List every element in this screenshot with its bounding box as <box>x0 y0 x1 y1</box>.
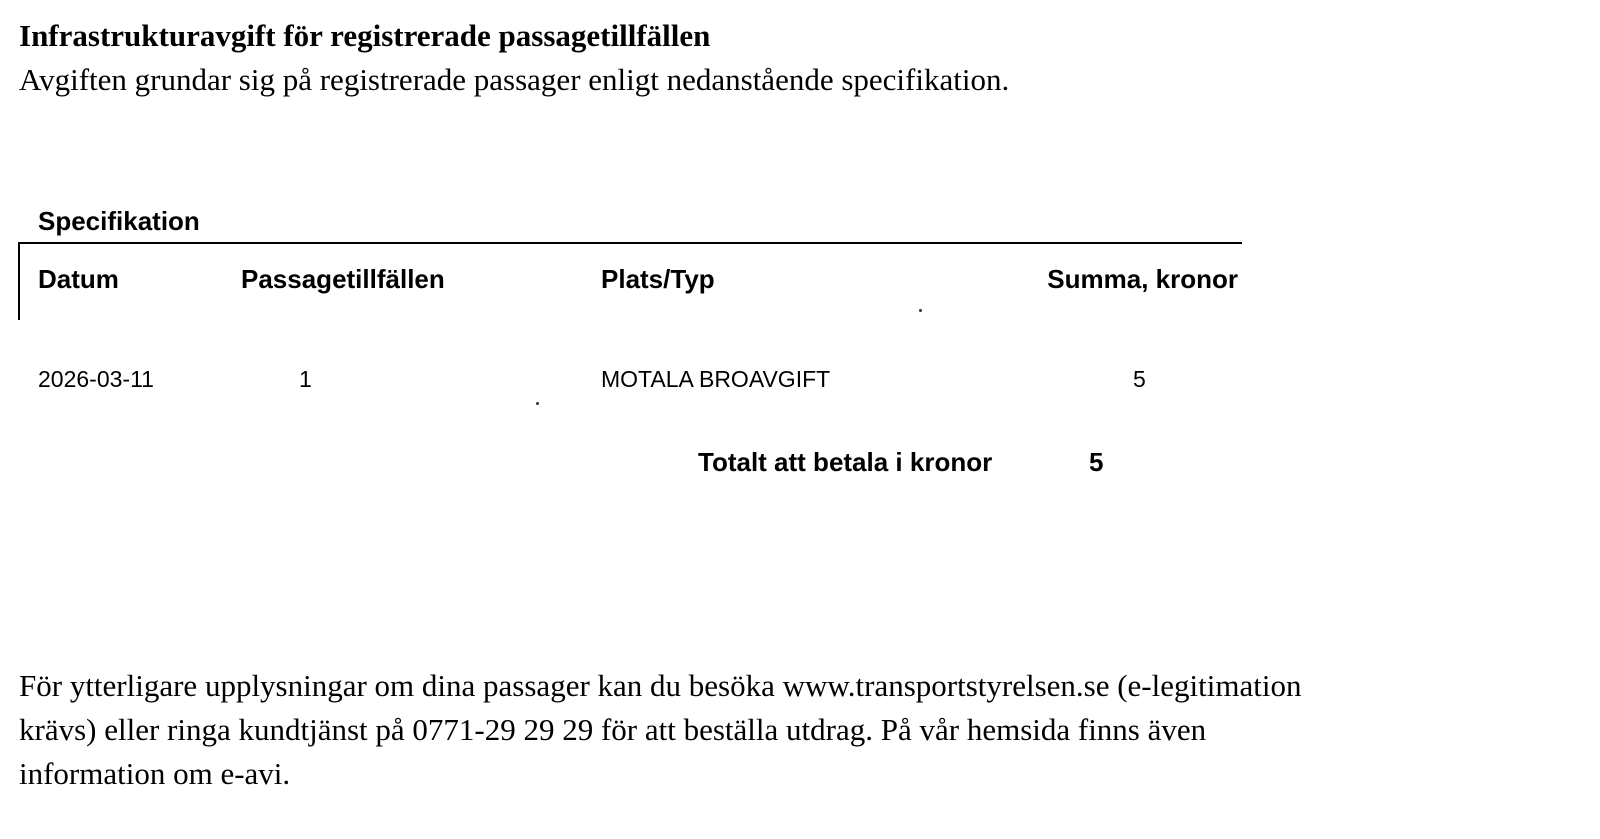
table-top-rule <box>18 242 1242 244</box>
cell-date: 2026-03-11 <box>38 366 154 392</box>
cell-place-type: MOTALA BROAVGIFT <box>601 366 831 392</box>
footer-info <box>19 664 1589 796</box>
total-label: Totalt att betala i kronor <box>698 447 993 477</box>
column-header-amount: Summa, kronor <box>1047 264 1238 294</box>
column-header-place-type: Plats/Typ <box>601 264 715 294</box>
footer-line: krävs) eller ringa kundtjänst på 0771-29 29 29 för att beställa utdrag. På vår hemsida finns även <box>19 712 1207 747</box>
intro-text: Avgiften grundar sig på registrerade passager enligt nedanstående specifikation. <box>19 62 1010 97</box>
column-header-passages: Passagetillfällen <box>241 264 445 294</box>
scan-speck <box>536 402 539 405</box>
cell-amount: 5 <box>1133 366 1146 392</box>
scan-speck <box>919 309 922 312</box>
document-title: Infrastrukturavgift för registrerade passagetillfällen <box>19 18 711 53</box>
footer-line: För ytterligare upplysningar om dina passager kan du besöka www.transportstyrelsen.se (e-legitimation <box>19 668 1302 703</box>
footer-line: information om e-avi. <box>19 756 291 791</box>
total-value: 5 <box>1089 447 1104 477</box>
table-left-rule <box>18 242 20 320</box>
column-header-date: Datum <box>38 264 119 294</box>
specification-heading: Specifikation <box>38 206 200 236</box>
cell-passages: 1 <box>299 366 312 392</box>
